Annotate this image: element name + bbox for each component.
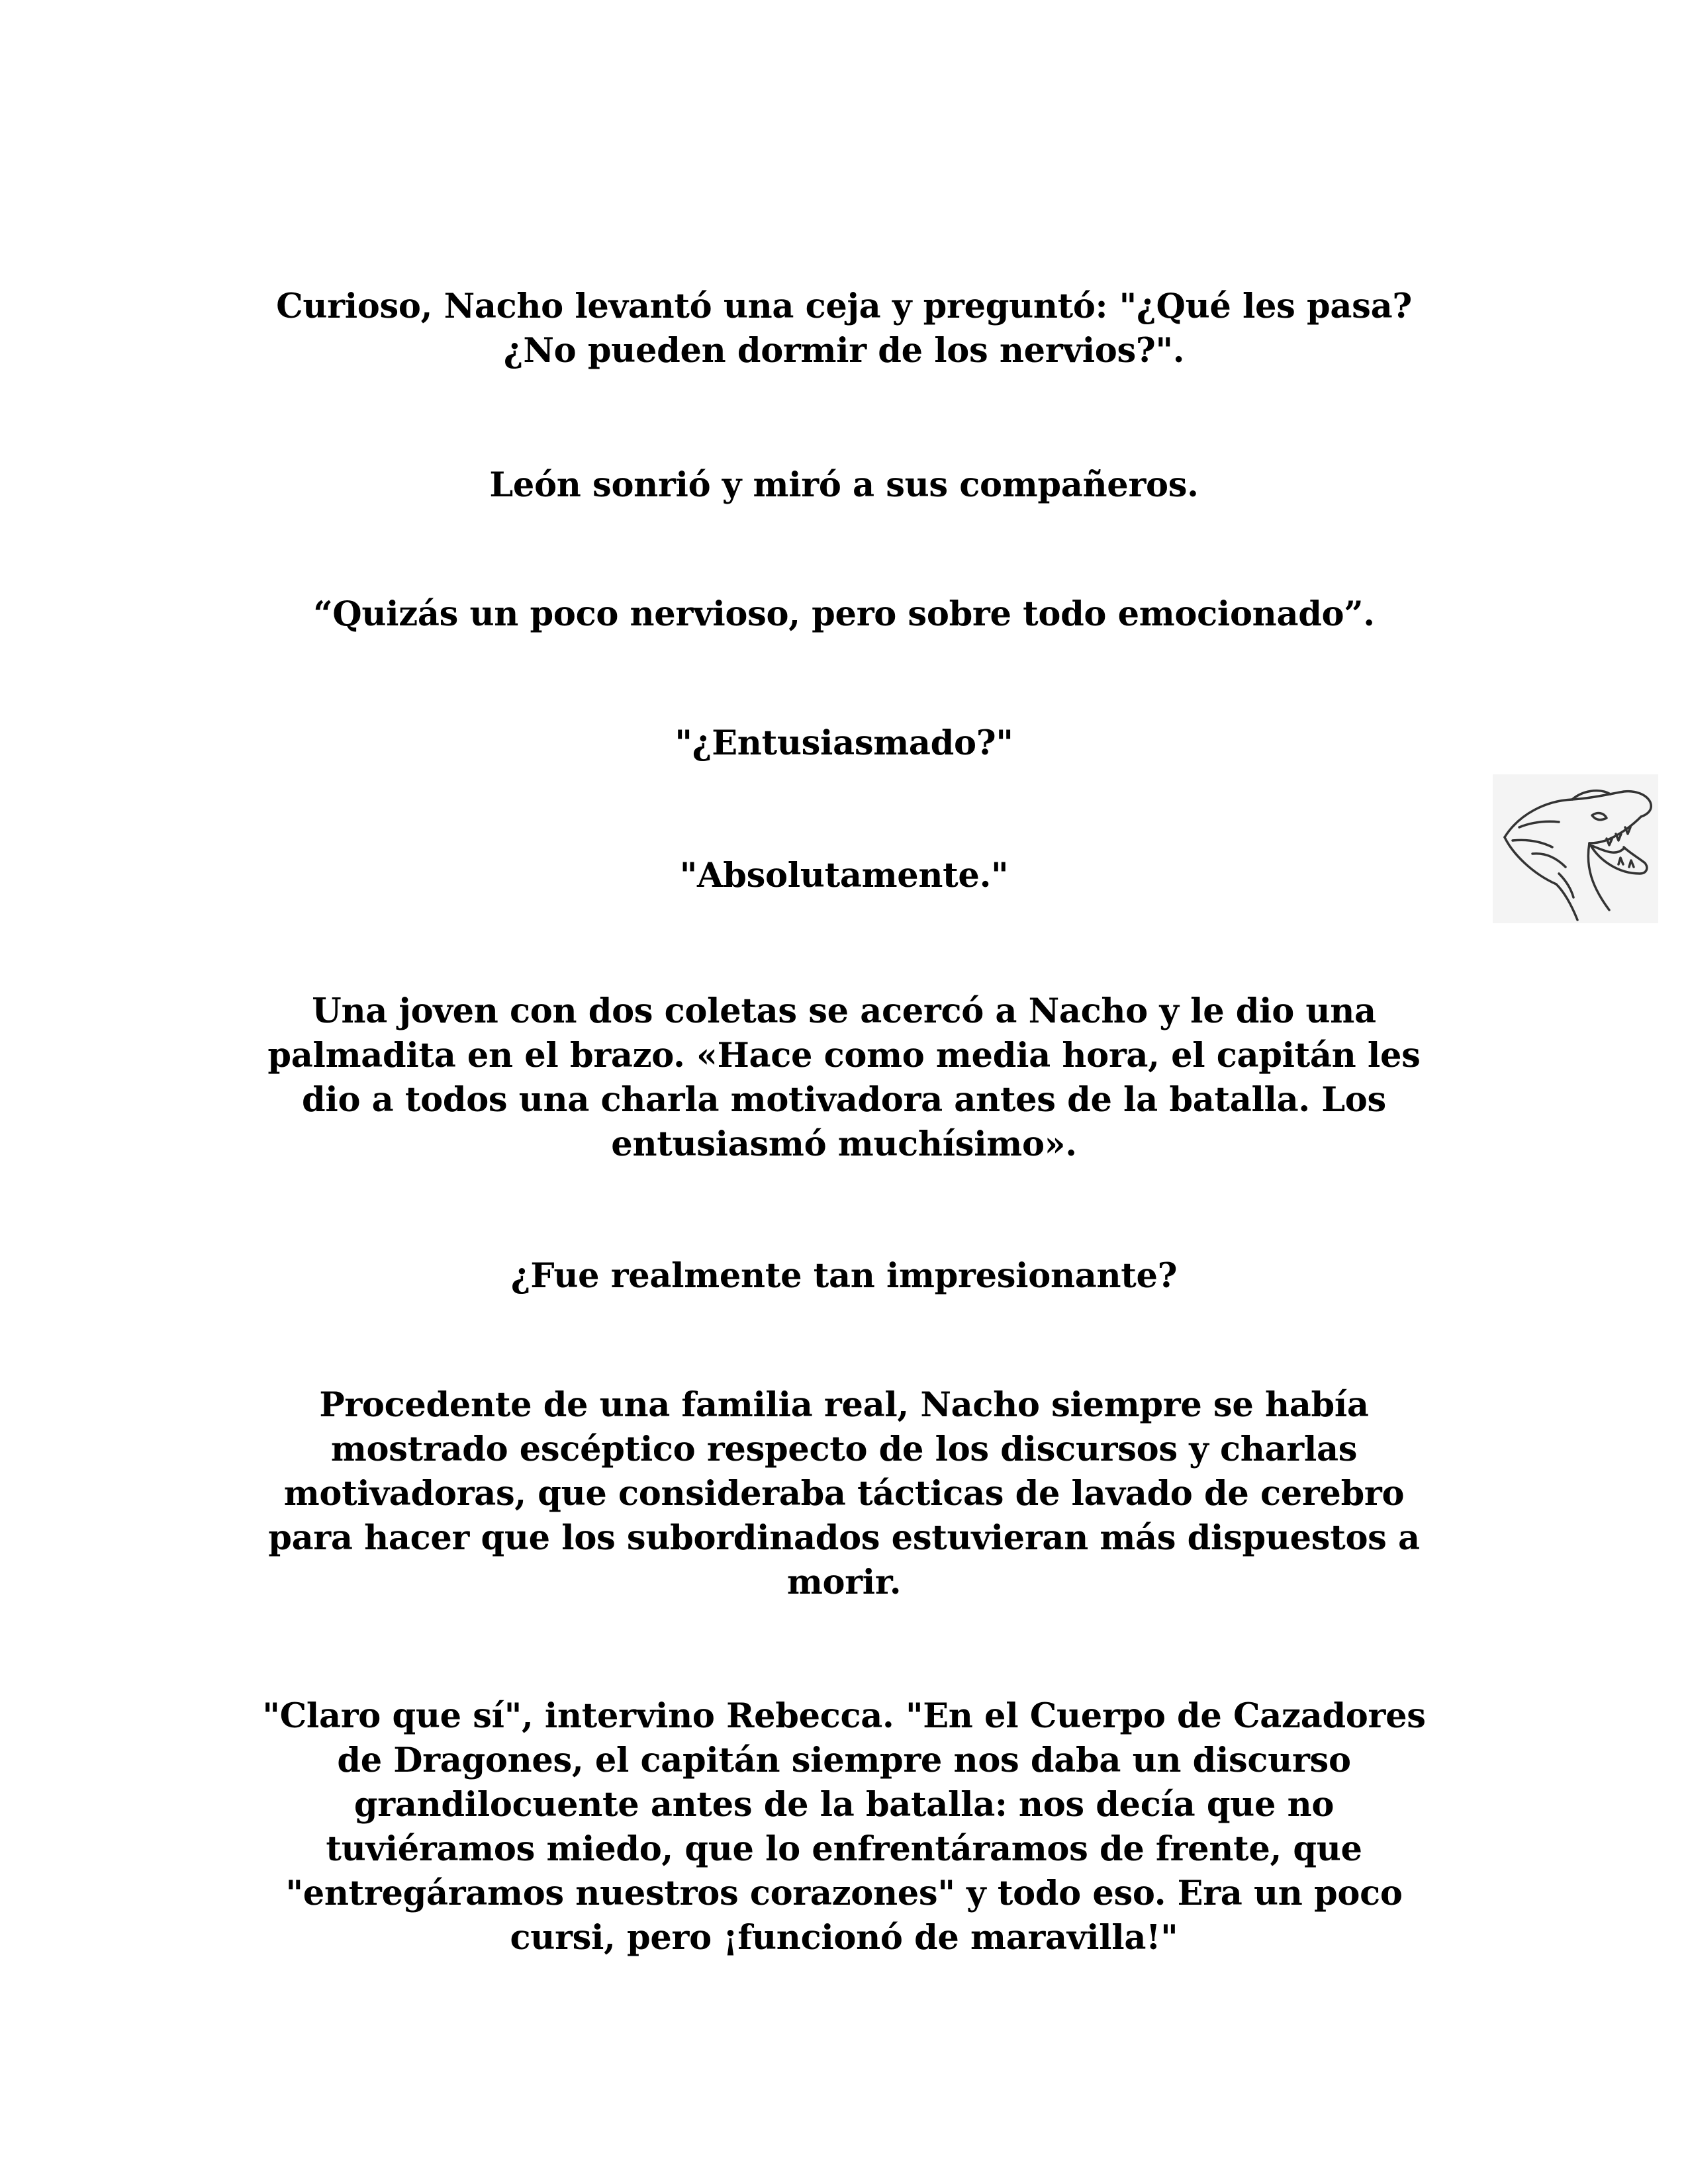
paragraph-nacho-question: Curioso, Nacho levantó una ceja y preguntó: "¿Qué les pasa? ¿No pueden dormir de los nervios?". [276, 287, 1412, 371]
paragraph-rebecca: "Claro que sí", intervino Rebecca. "En el Cuerpo de Cazadores de Dragones, el capitán siempre nos daba un discurso grandilocuente antes de la batalla: nos decía que no tuviéramos miedo, que lo enfrentáramos de frente, que "entregáramos nuestros corazones" y todo eso. Era un poco cursi, pero ¡funcionó de maravilla!" [262, 1696, 1426, 1958]
paragraph-leon-smiles: León sonrió y miró a sus compañeros. [489, 465, 1199, 505]
dinosaur-head-sketch-icon [1493, 774, 1658, 923]
paragraph-royal-family: Procedente de una familia real, Nacho siempre se había mostrado escéptico respecto de los discursos y charlas motivadoras, que consideraba tácticas de lavado de cerebro para hacer que los subordinados estuvieran más dispuestos a morir. [268, 1385, 1420, 1602]
paragraph-absolutely: "Absolutamente." [679, 856, 1009, 895]
paragraph-enthusiastic: "¿Entusiasmado?" [675, 723, 1013, 763]
paragraph-nervous-excited: “Quizás un poco nervioso, pero sobre todo emocionado”. [313, 594, 1375, 634]
paragraph-young-woman: Una joven con dos coletas se acercó a Nacho y le dio una palmadita en el brazo. «Hace como media hora, el capitán les dio a todos una charla motivadora antes de la batalla. Los entusiasmó muchísimo». [267, 991, 1421, 1164]
paragraph-impressive-question: ¿Fue realmente tan impresionante? [510, 1256, 1178, 1296]
